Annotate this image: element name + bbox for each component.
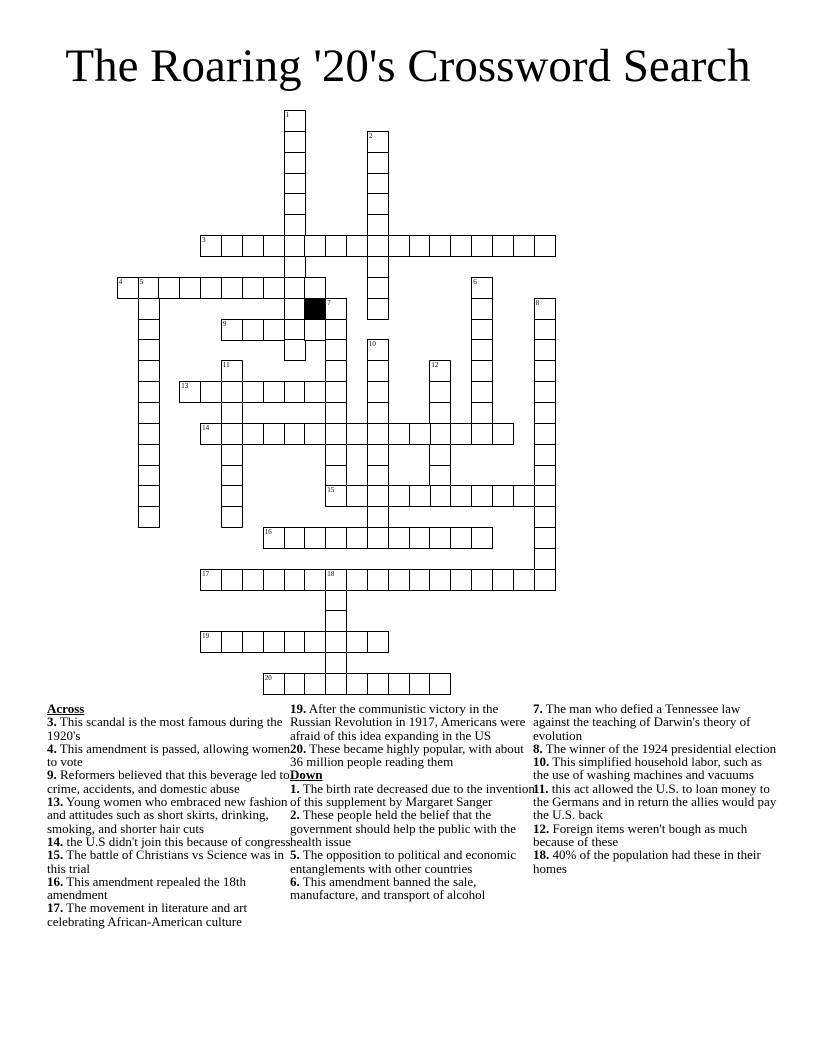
grid-cell[interactable] [367,235,389,257]
grid-cell[interactable] [325,465,347,487]
grid-cell[interactable] [284,277,306,299]
grid-cell[interactable] [367,444,389,466]
cell-number: 1 [285,111,289,119]
across-clue-4: 4. This amendment is passed, allowing women to vote [47,740,291,770]
grid-cell[interactable] [284,631,306,653]
grid-cell[interactable] [534,506,556,528]
cell-number: 15 [327,486,335,495]
across-clue-20: 20. These became highly popular, with about 36 million people reading them [290,740,524,770]
grid-cell[interactable] [138,423,160,445]
grid-cell[interactable] [325,610,347,632]
grid-cell[interactable] [325,298,347,320]
grid-cell[interactable] [492,423,514,445]
grid-cell[interactable] [263,235,285,257]
grid-cell[interactable] [471,402,493,424]
down-clue-6: 6. This amendment banned the sale, manufacture, and transport of alcohol [290,873,486,903]
grid-cell[interactable] [200,631,222,653]
grid-cell[interactable] [471,485,493,507]
grid-cell[interactable] [325,652,347,674]
grid-cell[interactable] [304,569,326,591]
cell-number: 12 [431,361,439,370]
grid-cell[interactable] [263,569,285,591]
grid-cell[interactable] [325,631,347,653]
grid-cell[interactable] [221,506,243,528]
grid-cell[interactable] [221,360,243,382]
across-clue-9: 9. Reformers believed that this beverage led to crime, accidents, and domestic abuse [47,767,290,796]
down-header: Down [290,767,323,783]
grid-cell[interactable] [138,360,160,382]
grid-cell[interactable] [388,527,410,549]
down-clue-11: 11. this act allowed the U.S. to loan money to the Germans and in return the allies would pay the U.S. back [533,780,777,823]
grid-cell[interactable] [367,339,389,361]
grid-cell[interactable] [221,465,243,487]
grid-cell[interactable] [367,152,389,174]
black-cell [304,298,326,320]
across-clue-13: 13. Young women who embraced new fashion and attitudes such as short skirts, drinking, smoking, and shorter hair cuts [47,794,288,836]
grid-cell[interactable] [179,381,201,403]
grid-cell[interactable] [325,319,347,341]
cell-number: 2 [368,131,373,140]
grid-cell[interactable] [325,381,347,403]
grid-cell[interactable] [117,277,139,299]
grid-cell[interactable] [304,423,326,445]
grid-cell[interactable] [388,485,410,507]
grid-cell[interactable] [534,298,556,320]
grid-cell[interactable] [346,485,368,507]
cell-number: 4 [118,277,123,286]
grid-cell[interactable] [409,485,431,507]
grid-cell[interactable] [200,569,222,591]
grid-cell[interactable] [346,423,368,445]
across-clue-14: 14. the U.S didn't join this because of congress [47,833,291,849]
grid-cell[interactable] [263,423,285,445]
grid-cell[interactable] [409,423,431,445]
down-clue-8: 8. The winner of the 1924 presidential election [533,740,777,756]
grid-cell[interactable] [325,235,347,257]
grid-cell[interactable] [325,590,347,612]
down-clue-7: 7. The man who defied a Tennessee law against the teaching of Darwin's theory of evolution [533,701,751,743]
grid-cell[interactable] [242,423,264,445]
grid-cell[interactable] [200,381,222,403]
grid-cell[interactable] [325,339,347,361]
grid-cell[interactable] [409,527,431,549]
cell-number: 11 [222,361,230,370]
grid-cell[interactable] [284,214,306,236]
grid-cell[interactable] [388,673,410,695]
grid-cell[interactable] [367,569,389,591]
grid-cell[interactable] [304,277,326,299]
grid-cell[interactable] [367,423,389,445]
grid-cell[interactable] [242,319,264,341]
grid-cell[interactable] [325,569,347,591]
grid-cell[interactable] [138,319,160,341]
grid-cell[interactable] [221,235,243,257]
grid-cell[interactable] [534,527,556,549]
grid-cell[interactable] [367,173,389,195]
grid-cell[interactable] [471,277,493,299]
grid-cell[interactable] [325,360,347,382]
cell-number: 19 [202,632,210,641]
grid-cell[interactable] [242,235,264,257]
grid-cell[interactable] [429,465,451,487]
grid-cell[interactable] [242,277,264,299]
grid-cell[interactable] [304,527,326,549]
grid-cell[interactable] [138,465,160,487]
grid-cell[interactable] [534,548,556,570]
grid-cell[interactable] [388,235,410,257]
grid-cell[interactable] [534,339,556,361]
clue-column-3 [533,702,778,875]
grid-cell[interactable] [450,485,472,507]
grid-cell[interactable] [471,235,493,257]
grid-cell[interactable] [429,360,451,382]
grid-cell[interactable] [284,569,306,591]
grid-cell[interactable] [367,402,389,424]
grid-cell[interactable] [200,277,222,299]
grid-cell[interactable] [304,673,326,695]
cell-number: 16 [264,528,272,536]
grid-cell[interactable] [200,235,222,257]
grid-cell[interactable] [429,235,451,257]
grid-cell[interactable] [284,256,306,278]
grid-cell[interactable] [367,214,389,236]
grid-cell[interactable] [284,423,306,445]
down-clue-5: 5. The opposition to political and economic entanglements with other countries [290,847,517,876]
grid-cell[interactable] [471,423,493,445]
grid-cell[interactable] [263,631,285,653]
grid-cell[interactable] [138,485,160,507]
grid-cell[interactable] [221,277,243,299]
grid-cell[interactable] [471,319,493,341]
grid-cell[interactable] [409,673,431,695]
across-clue-17: 17. The movement in literature and art celebrating African-American culture [47,900,248,929]
grid-cell[interactable] [534,360,556,382]
grid-cell[interactable] [346,235,368,257]
grid-cell[interactable] [367,527,389,549]
grid-cell[interactable] [367,631,389,653]
across-header: Across [47,701,85,716]
grid-cell[interactable] [492,485,514,507]
grid-cell[interactable] [471,298,493,320]
grid-cell[interactable] [429,485,451,507]
grid-cell[interactable] [304,631,326,653]
grid-cell[interactable] [367,381,389,403]
grid-cell[interactable] [284,339,306,361]
grid-cell[interactable] [409,569,431,591]
cell-number: 14 [202,423,210,432]
grid-cell[interactable] [242,569,264,591]
cell-number: 6 [473,277,477,286]
grid-cell[interactable] [263,527,285,549]
grid-cell[interactable] [284,173,306,195]
grid-cell[interactable] [325,423,347,445]
grid-cell[interactable] [450,235,472,257]
grid-cell[interactable] [221,319,243,341]
grid-cell[interactable] [367,485,389,507]
grid-cell[interactable] [429,423,451,445]
cell-number: 13 [181,382,189,391]
cell-number: 20 [264,674,272,682]
grid-cell[interactable] [325,485,347,507]
grid-cell[interactable] [284,381,306,403]
grid-cell[interactable] [367,673,389,695]
grid-cell[interactable] [284,319,306,341]
grid-cell[interactable] [263,381,285,403]
cell-number: 10 [368,340,376,349]
grid-cell[interactable] [429,673,451,695]
across-clue-19: 19. After the communistic victory in the Russian Revolution in 1917, Americans were afraid of this idea expanding in the US [290,701,526,743]
grid-cell[interactable] [450,569,472,591]
grid-cell[interactable] [429,402,451,424]
grid-cell[interactable] [534,402,556,424]
grid-cell[interactable] [513,485,535,507]
grid-cell[interactable] [429,444,451,466]
grid-cell[interactable] [158,277,180,299]
grid-cell[interactable] [284,298,306,320]
grid-cell[interactable] [367,360,389,382]
grid-cell[interactable] [534,465,556,487]
grid-cell[interactable] [346,569,368,591]
grid-cell[interactable] [263,673,285,695]
cell-number: 3 [202,236,206,245]
grid-cell[interactable] [513,235,535,257]
grid-cell[interactable] [471,360,493,382]
grid-cell[interactable] [325,402,347,424]
grid-cell[interactable] [221,569,243,591]
grid-cell[interactable] [367,131,389,153]
cell-number: 5 [139,277,144,286]
grid-cell[interactable] [284,235,306,257]
grid-cell[interactable] [346,527,368,549]
across-clue-15: 15. The battle of Christians vs Science was in this trial [47,847,284,876]
grid-cell[interactable] [325,527,347,549]
grid-cell[interactable] [138,402,160,424]
grid-cell[interactable] [221,402,243,424]
grid-cell[interactable] [179,277,201,299]
page-title: The Roaring '20's Crossword Search [65,40,751,92]
grid-cell[interactable] [221,485,243,507]
grid-cell[interactable] [284,152,306,174]
cell-number: 17 [202,569,210,578]
down-clue-1: 1. The birth rate decreased due to the invention of this supplement by Margaret Sanger [290,780,535,810]
grid-cell[interactable] [284,193,306,215]
grid-cell[interactable] [242,381,264,403]
across-clue-3: 3. This scandal is the most famous during the 1920's [47,714,283,743]
grid-cell[interactable] [450,527,472,549]
grid-cell[interactable] [492,569,514,591]
grid-cell[interactable] [138,339,160,361]
grid-cell[interactable] [138,506,160,528]
grid-cell[interactable] [534,423,556,445]
grid-cell[interactable] [304,381,326,403]
grid-cell[interactable] [304,235,326,257]
grid-cell[interactable] [367,193,389,215]
grid-cell[interactable] [221,444,243,466]
cell-number: 18 [327,569,335,578]
grid-cell[interactable] [367,465,389,487]
down-clue-18: 18. 40% of the population had these in their homes [533,847,761,876]
cell-number: 8 [535,298,540,307]
grid-cell[interactable] [450,423,472,445]
grid-cell[interactable] [138,277,160,299]
grid-cell[interactable] [138,444,160,466]
grid-cell[interactable] [221,631,243,653]
grid-cell[interactable] [534,444,556,466]
down-clue-10: 10. This simplified household labor, such as the use of washing machines and vacuums [533,754,762,783]
grid-cell[interactable] [492,235,514,257]
grid-cell[interactable] [513,569,535,591]
grid-cell[interactable] [367,256,389,278]
grid-cell[interactable] [138,298,160,320]
down-clue-12: 12. Foreign items weren't bough as much because of these [533,820,748,849]
grid-cell[interactable] [263,277,285,299]
grid-cell[interactable] [367,277,389,299]
grid-cell[interactable] [325,444,347,466]
down-clue-2: 2. These people held the belief that the government should help the public with the health issue [290,807,517,849]
grid-cell[interactable] [534,569,556,591]
grid-cell[interactable] [304,319,326,341]
grid-cell[interactable] [284,131,306,153]
grid-cell[interactable] [471,381,493,403]
grid-cell[interactable] [221,381,243,403]
cell-number: 7 [327,298,331,307]
grid-cell[interactable] [367,506,389,528]
grid-cell[interactable] [471,569,493,591]
grid-cell[interactable] [263,319,285,341]
grid-cell[interactable] [284,110,306,132]
grid-cell[interactable] [346,673,368,695]
grid-cell[interactable] [284,527,306,549]
grid-cell[interactable] [367,298,389,320]
clue-column-1 [47,702,292,928]
grid-cell[interactable] [534,319,556,341]
grid-cell[interactable] [429,381,451,403]
clue-column-2 [290,702,535,901]
grid-cell[interactable] [471,339,493,361]
cell-number: 9 [222,319,227,328]
grid-cell[interactable] [429,569,451,591]
grid-cell[interactable] [325,673,347,695]
grid-cell[interactable] [221,423,243,445]
grid-cell[interactable] [409,235,431,257]
across-clue-16: 16. This amendment repealed the 18th amendment [47,873,247,903]
grid-cell[interactable] [534,381,556,403]
grid-cell[interactable] [534,235,556,257]
grid-cell[interactable] [388,423,410,445]
grid-cell[interactable] [388,569,410,591]
grid-cell[interactable] [534,485,556,507]
grid-cell[interactable] [138,381,160,403]
grid-cell[interactable] [429,527,451,549]
grid-cell[interactable] [284,673,306,695]
grid-cell[interactable] [242,631,264,653]
grid-cell[interactable] [200,423,222,445]
grid-cell[interactable] [471,527,493,549]
grid-cell[interactable] [346,631,368,653]
